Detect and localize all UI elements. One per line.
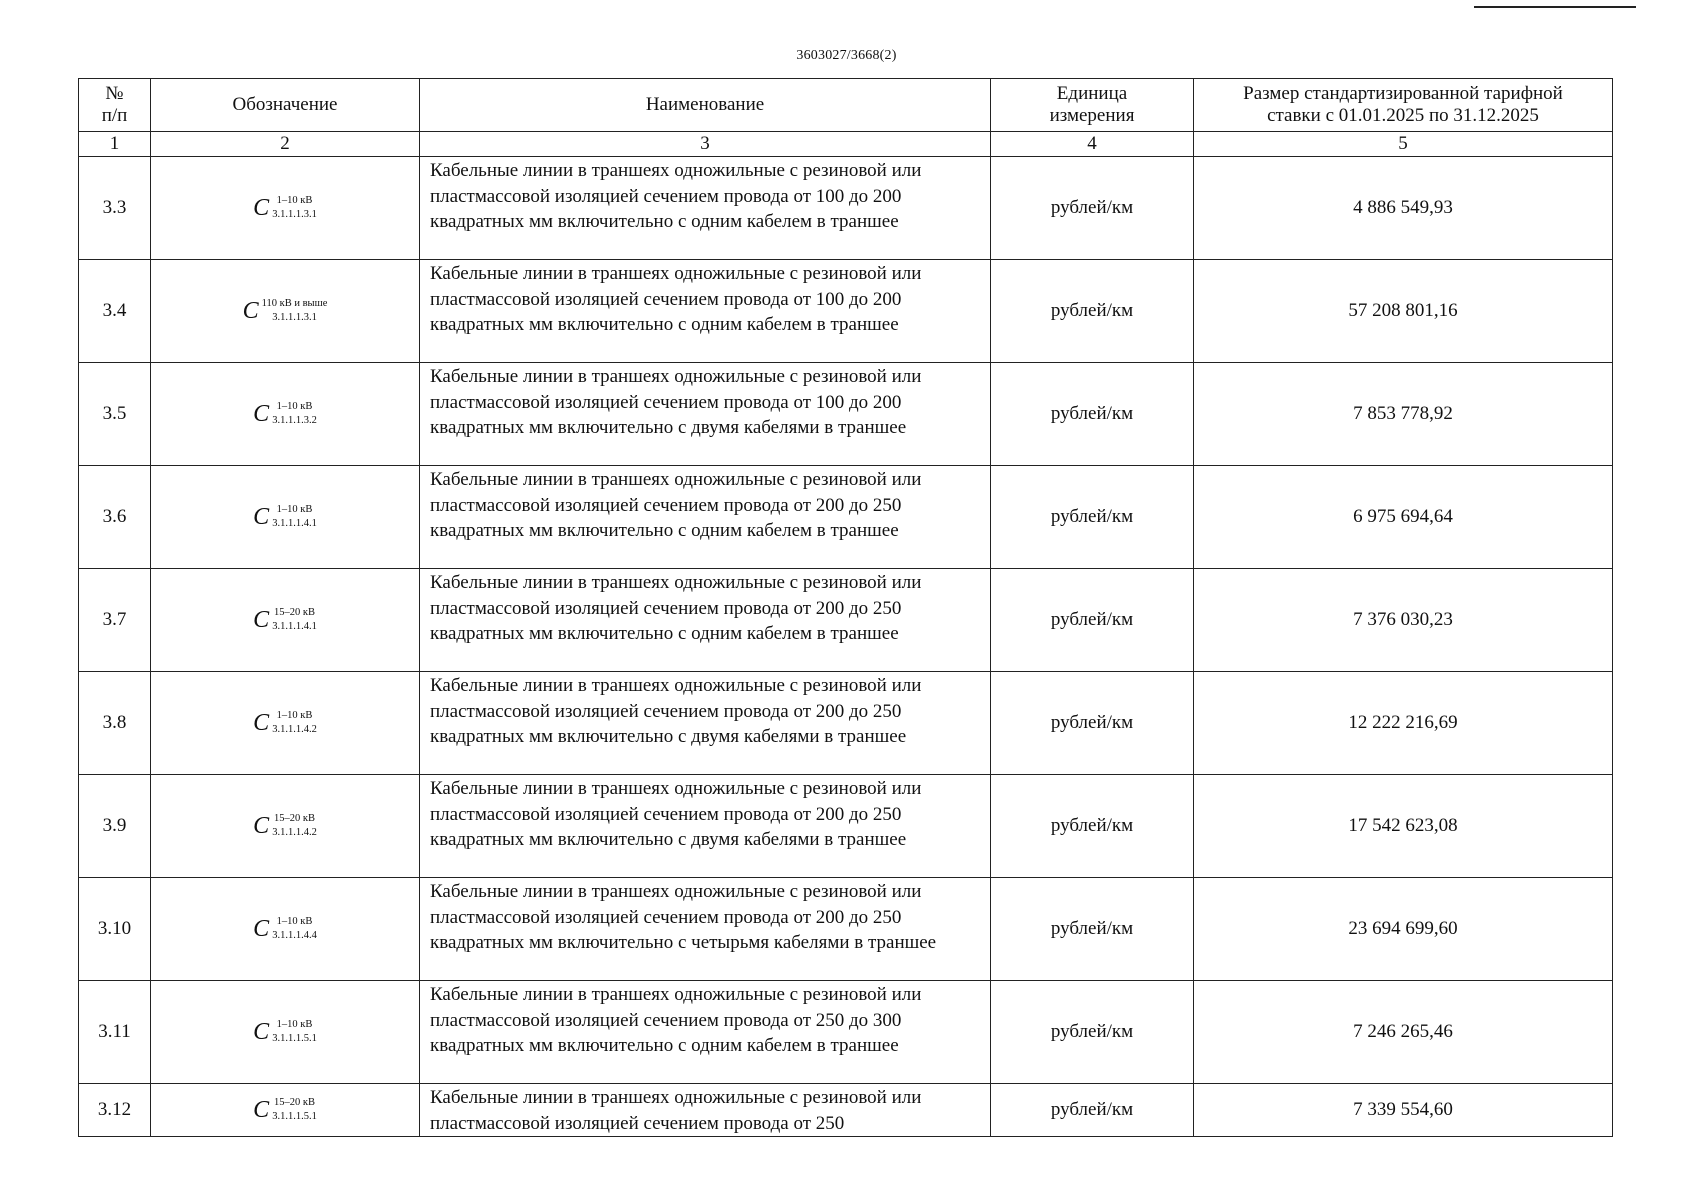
table-row bbox=[79, 569, 1613, 672]
row-tariff-value: 57 208 801,16 bbox=[1194, 260, 1613, 363]
row-number: 3.7 bbox=[79, 569, 151, 672]
designation-superscript: 15–20 кВ bbox=[274, 812, 315, 824]
designation-symbol bbox=[253, 196, 317, 220]
row-tariff-value: 7 853 778,92 bbox=[1194, 363, 1613, 466]
designation-superscript: 15–20 кВ bbox=[274, 1096, 315, 1108]
designation-subscript: 3.1.1.1.4.4 bbox=[272, 929, 317, 941]
designation-indices bbox=[272, 812, 317, 838]
row-number: 3.10 bbox=[79, 878, 151, 981]
designation-symbol bbox=[253, 402, 317, 426]
row-name: Кабельные линии в траншеях одножильные с резиновой или пластмассовой изоляцией сечением провода от 250 bbox=[420, 1084, 991, 1137]
row-tariff-value: 7 339 554,60 bbox=[1194, 1084, 1613, 1137]
column-header-line1: Единица bbox=[1056, 83, 1128, 104]
designation-indices bbox=[261, 297, 328, 323]
column-header-line1: Обозначение bbox=[232, 94, 338, 115]
row-number: 3.4 bbox=[79, 260, 151, 363]
row-number: 3.8 bbox=[79, 672, 151, 775]
designation-subscript: 3.1.1.1.5.1 bbox=[272, 1032, 317, 1044]
designation-superscript: 1–10 кВ bbox=[276, 400, 313, 412]
designation-indices bbox=[272, 400, 317, 426]
table-row bbox=[79, 363, 1613, 466]
row-unit: рублей/км bbox=[991, 1084, 1194, 1137]
designation-subscript: 3.1.1.1.4.2 bbox=[272, 723, 317, 735]
column-header-line1: Наименование bbox=[645, 94, 765, 115]
row-unit: рублей/км bbox=[991, 260, 1194, 363]
designation-symbol bbox=[253, 505, 317, 529]
row-unit: рублей/км bbox=[991, 157, 1194, 260]
row-designation bbox=[151, 672, 420, 775]
designation-superscript: 1–10 кВ bbox=[276, 709, 313, 721]
column-number-row bbox=[79, 132, 1613, 157]
designation-subscript: 3.1.1.1.4.2 bbox=[272, 826, 317, 838]
column-number: 4 bbox=[991, 132, 1194, 157]
column-header-line2: измерения bbox=[1049, 105, 1135, 126]
designation-letter: C bbox=[253, 503, 270, 530]
row-number: 3.3 bbox=[79, 157, 151, 260]
table-row bbox=[79, 878, 1613, 981]
designation-letter: C bbox=[253, 400, 270, 427]
designation-indices bbox=[272, 709, 317, 735]
column-header-line1: № bbox=[105, 83, 124, 104]
row-unit: рублей/км bbox=[991, 878, 1194, 981]
row-unit: рублей/км bbox=[991, 363, 1194, 466]
table-row bbox=[79, 775, 1613, 878]
row-name: Кабельные линии в траншеях одножильные с резиновой или пластмассовой изоляцией сечением провода от 250 до 300 квадратных мм включительно с одним кабелем в траншее bbox=[420, 981, 991, 1084]
column-header-number bbox=[79, 79, 151, 132]
designation-superscript: 1–10 кВ bbox=[276, 503, 313, 515]
table-row bbox=[79, 260, 1613, 363]
designation-letter: C bbox=[253, 915, 270, 942]
table-row bbox=[79, 1084, 1613, 1137]
column-header-tariff bbox=[1194, 79, 1613, 132]
table-header-row bbox=[79, 79, 1613, 132]
designation-subscript: 3.1.1.1.5.1 bbox=[272, 1110, 317, 1122]
designation-letter: C bbox=[242, 297, 259, 324]
designation-letter: C bbox=[253, 194, 270, 221]
designation-indices bbox=[272, 915, 317, 941]
row-designation bbox=[151, 157, 420, 260]
designation-letter: C bbox=[253, 1018, 270, 1045]
row-tariff-value: 23 694 699,60 bbox=[1194, 878, 1613, 981]
table-row bbox=[79, 157, 1613, 260]
row-designation bbox=[151, 775, 420, 878]
row-name: Кабельные линии в траншеях одножильные с резиновой или пластмассовой изоляцией сечением провода от 200 до 250 квадратных мм включительно с одним кабелем в траншее bbox=[420, 466, 991, 569]
row-name: Кабельные линии в траншеях одножильные с резиновой или пластмассовой изоляцией сечением провода от 200 до 250 квадратных мм включительно с двумя кабелями в траншее bbox=[420, 672, 991, 775]
column-header-line2: п/п bbox=[101, 105, 128, 126]
row-name: Кабельные линии в траншеях одножильные с резиновой или пластмассовой изоляцией сечением провода от 200 до 250 квадратных мм включительно с двумя кабелями в траншее bbox=[420, 775, 991, 878]
row-designation bbox=[151, 981, 420, 1084]
designation-superscript: 1–10 кВ bbox=[276, 915, 313, 927]
designation-indices bbox=[272, 1096, 317, 1122]
designation-symbol bbox=[253, 711, 317, 735]
row-number: 3.6 bbox=[79, 466, 151, 569]
row-name: Кабельные линии в траншеях одножильные с резиновой или пластмассовой изоляцией сечением провода от 100 до 200 квадратных мм включительно с двумя кабелями в траншее bbox=[420, 363, 991, 466]
row-designation bbox=[151, 363, 420, 466]
row-designation bbox=[151, 466, 420, 569]
row-name: Кабельные линии в траншеях одножильные с резиновой или пластмассовой изоляцией сечением провода от 100 до 200 квадратных мм включительно с одним кабелем в траншее bbox=[420, 260, 991, 363]
column-header-designation bbox=[151, 79, 420, 132]
designation-indices bbox=[272, 194, 317, 220]
designation-subscript: 3.1.1.1.4.1 bbox=[272, 620, 317, 632]
row-number: 3.12 bbox=[79, 1084, 151, 1137]
designation-letter: C bbox=[253, 812, 270, 839]
row-designation bbox=[151, 569, 420, 672]
column-header-unit bbox=[991, 79, 1194, 132]
row-tariff-value: 4 886 549,93 bbox=[1194, 157, 1613, 260]
designation-superscript: 15–20 кВ bbox=[274, 606, 315, 618]
designation-symbol bbox=[243, 299, 328, 323]
row-tariff-value: 7 376 030,23 bbox=[1194, 569, 1613, 672]
designation-indices bbox=[272, 503, 317, 529]
table-body bbox=[79, 157, 1613, 1137]
designation-symbol bbox=[253, 917, 317, 941]
column-header-line1: Размер стандартизированной тарифной bbox=[1243, 83, 1563, 104]
table-row bbox=[79, 466, 1613, 569]
row-unit: рублей/км bbox=[991, 981, 1194, 1084]
top-rule bbox=[1474, 6, 1636, 8]
row-tariff-value: 12 222 216,69 bbox=[1194, 672, 1613, 775]
row-unit: рублей/км bbox=[991, 569, 1194, 672]
designation-indices bbox=[272, 606, 317, 632]
column-number: 1 bbox=[79, 132, 151, 157]
row-tariff-value: 7 246 265,46 bbox=[1194, 981, 1613, 1084]
row-name: Кабельные линии в траншеях одножильные с резиновой или пластмассовой изоляцией сечением провода от 200 до 250 квадратных мм включительно с четырьмя кабелями в траншее bbox=[420, 878, 991, 981]
row-number: 3.11 bbox=[79, 981, 151, 1084]
designation-letter: C bbox=[253, 709, 270, 736]
designation-subscript: 3.1.1.1.3.2 bbox=[272, 414, 317, 426]
row-designation bbox=[151, 260, 420, 363]
column-header-name bbox=[420, 79, 991, 132]
row-number: 3.9 bbox=[79, 775, 151, 878]
row-name: Кабельные линии в траншеях одножильные с резиновой или пластмассовой изоляцией сечением провода от 200 до 250 квадратных мм включительно с одним кабелем в траншее bbox=[420, 569, 991, 672]
designation-subscript: 3.1.1.1.3.1 bbox=[272, 311, 317, 323]
designation-symbol bbox=[253, 814, 317, 838]
table-row bbox=[79, 981, 1613, 1084]
column-number: 2 bbox=[151, 132, 420, 157]
row-unit: рублей/км bbox=[991, 775, 1194, 878]
table-row bbox=[79, 672, 1613, 775]
designation-superscript: 110 кВ и выше bbox=[261, 297, 328, 309]
designation-letter: C bbox=[253, 1096, 270, 1123]
designation-indices bbox=[272, 1018, 317, 1044]
row-tariff-value: 17 542 623,08 bbox=[1194, 775, 1613, 878]
designation-symbol bbox=[253, 1098, 317, 1122]
designation-symbol bbox=[253, 608, 317, 632]
designation-symbol bbox=[253, 1020, 317, 1044]
row-designation bbox=[151, 878, 420, 981]
row-designation bbox=[151, 1084, 420, 1137]
designation-subscript: 3.1.1.1.3.1 bbox=[272, 208, 317, 220]
document-number: 3603027/3668(2) bbox=[796, 48, 897, 63]
row-name: Кабельные линии в траншеях одножильные с резиновой или пластмассовой изоляцией сечением провода от 100 до 200 квадратных мм включительно с одним кабелем в траншее bbox=[420, 157, 991, 260]
row-unit: рублей/км bbox=[991, 672, 1194, 775]
designation-superscript: 1–10 кВ bbox=[276, 1018, 313, 1030]
column-number: 3 bbox=[420, 132, 991, 157]
row-unit: рублей/км bbox=[991, 466, 1194, 569]
row-number: 3.5 bbox=[79, 363, 151, 466]
row-tariff-value: 6 975 694,64 bbox=[1194, 466, 1613, 569]
tariff-table bbox=[78, 78, 1613, 1137]
designation-subscript: 3.1.1.1.4.1 bbox=[272, 517, 317, 529]
column-number: 5 bbox=[1194, 132, 1613, 157]
designation-letter: C bbox=[253, 606, 270, 633]
column-header-line2: ставки с 01.01.2025 по 31.12.2025 bbox=[1267, 105, 1539, 126]
designation-superscript: 1–10 кВ bbox=[276, 194, 313, 206]
